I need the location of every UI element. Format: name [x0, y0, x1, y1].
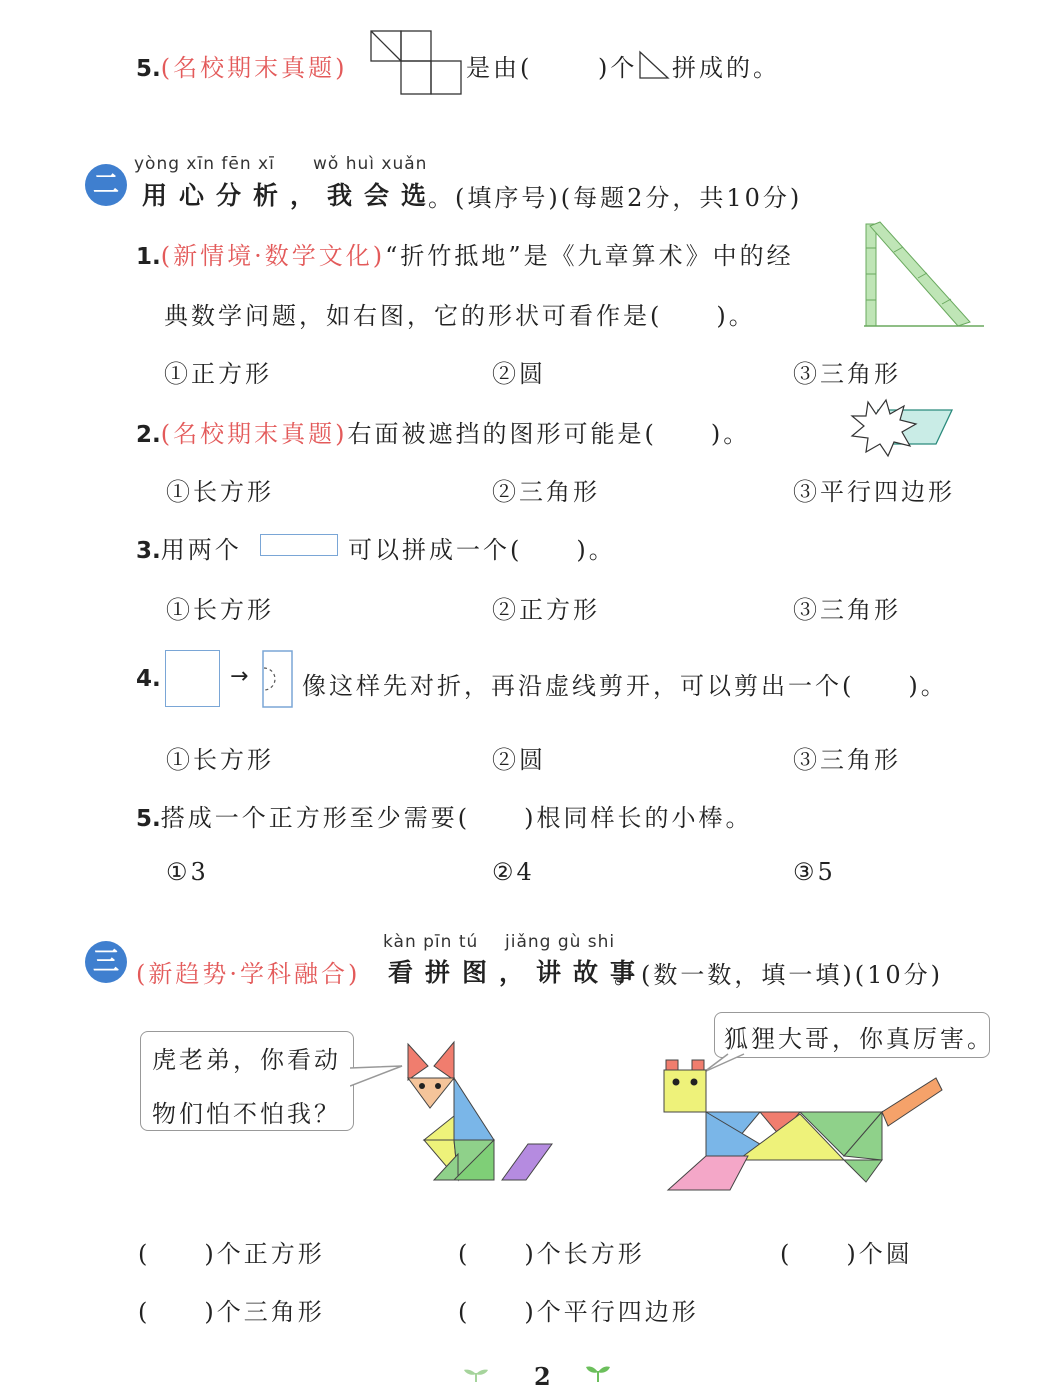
- q1-line2: 典数学问题，如右图，它的形状可看作是( )。: [164, 302, 756, 330]
- q1-line1: 1.(新情境·数学文化)“折竹抵地”是《九章算术》中的经: [136, 242, 794, 270]
- q3-line-a: 3.用两个: [136, 536, 242, 564]
- sprout-icon-right: [584, 1362, 612, 1384]
- section3-badge: 三: [85, 941, 127, 983]
- section3-note: 。(数一数，填一填)(10分): [614, 961, 943, 989]
- page-number: 2: [534, 1362, 551, 1391]
- bubble-left-line2: 物们怕不怕我？: [152, 1100, 341, 1128]
- hidden-shape-figure: [848, 396, 956, 460]
- q2-tag: (名校期末真题): [160, 420, 348, 448]
- q5-text: 搭成一个正方形至少需要( )根同样长的小棒。: [160, 804, 753, 832]
- arrow-icon: →: [230, 664, 249, 689]
- q-top-text-a: 是由(: [466, 54, 533, 82]
- square-paper-figure: [165, 650, 220, 707]
- bubble-right-text: 狐狸大哥，你真厉害。: [724, 1025, 994, 1053]
- q3-option-1[interactable]: ①长方形: [166, 596, 274, 624]
- q3-option-3[interactable]: ③三角形: [793, 596, 901, 624]
- q-top-number: 5.: [136, 56, 161, 82]
- q3-post: 可以拼成一个( )。: [348, 536, 616, 564]
- folded-paper-figure: [262, 650, 294, 708]
- q2-option-3[interactable]: ③平行四边形: [793, 478, 955, 506]
- q-top: [136, 48, 347, 83]
- q1-text: “折竹抵地”是《九章算术》中的经: [385, 242, 794, 270]
- sprout-icon-left: [462, 1364, 490, 1384]
- q5-option-1[interactable]: ①3: [166, 858, 209, 886]
- q-top-text-c: 拼成的。: [672, 54, 780, 82]
- section3-tag: (新趋势·学科融合): [136, 960, 361, 988]
- section2-pinyin-a: yòng xīn fēn xī: [134, 154, 275, 174]
- section2-pinyin-b: wǒ huì xuǎn: [313, 154, 428, 174]
- fill-circles[interactable]: ( )个圆: [780, 1240, 913, 1268]
- section2-badge: 二: [85, 164, 127, 206]
- section2-note: 。(填序号)(每题2分，共10分): [428, 184, 803, 212]
- q4-number: 4.: [136, 666, 161, 692]
- fill-squares[interactable]: ( )个正方形: [138, 1240, 325, 1268]
- q-top-text-b: )个: [598, 54, 638, 82]
- q3-pre: 用两个: [160, 536, 242, 564]
- q1-option-2[interactable]: ②圆: [492, 360, 546, 388]
- q2-line: 2.(名校期末真题)右面被遮挡的图形可能是( )。: [136, 420, 751, 448]
- squares-figure: [370, 30, 464, 96]
- q5-option-2[interactable]: ②4: [492, 858, 535, 886]
- fill-parallelograms[interactable]: ( )个平行四边形: [458, 1298, 699, 1326]
- q2-option-1[interactable]: ①长方形: [166, 478, 274, 506]
- q1-tag: (新情境·数学文化): [160, 242, 386, 270]
- triangle-icon: [638, 50, 670, 80]
- q5-option-3[interactable]: ③5: [793, 858, 836, 886]
- speech-bubble-left-tail: [350, 1062, 406, 1092]
- q4-option-1[interactable]: ①长方形: [166, 746, 274, 774]
- bubble-left-line1: 虎老弟，你看动: [152, 1046, 341, 1074]
- bamboo-figure: [860, 218, 986, 330]
- q1-option-3[interactable]: ③三角形: [793, 360, 901, 388]
- q2-option-2[interactable]: ②三角形: [492, 478, 600, 506]
- section3-title: 看拼图，讲故事: [388, 958, 648, 987]
- q5-line: 5.搭成一个正方形至少需要( )根同样长的小棒。: [136, 804, 753, 832]
- q-top-tag: (名校期末真题): [160, 54, 348, 82]
- section3-pinyin-a: kàn pīn tú: [383, 932, 479, 952]
- q4-text: 像这样先对折，再沿虚线剪开，可以剪出一个( )。: [302, 672, 948, 700]
- q4-option-2[interactable]: ②圆: [492, 746, 546, 774]
- section2-title: 用心分析，我会选: [142, 181, 439, 210]
- fill-rectangles[interactable]: ( )个长方形: [458, 1240, 645, 1268]
- q4-option-3[interactable]: ③三角形: [793, 746, 901, 774]
- q3-option-2[interactable]: ②正方形: [492, 596, 600, 624]
- section3-pinyin-b: jiǎng gù shi: [505, 932, 616, 952]
- q1-option-1[interactable]: ①正方形: [164, 360, 272, 388]
- q2-text: 右面被遮挡的图形可能是( )。: [347, 420, 751, 448]
- rectangle-figure: [260, 534, 338, 556]
- tiger-tangram: [660, 1056, 950, 1196]
- fill-triangles[interactable]: ( )个三角形: [138, 1298, 325, 1326]
- fox-tangram: [400, 1036, 560, 1186]
